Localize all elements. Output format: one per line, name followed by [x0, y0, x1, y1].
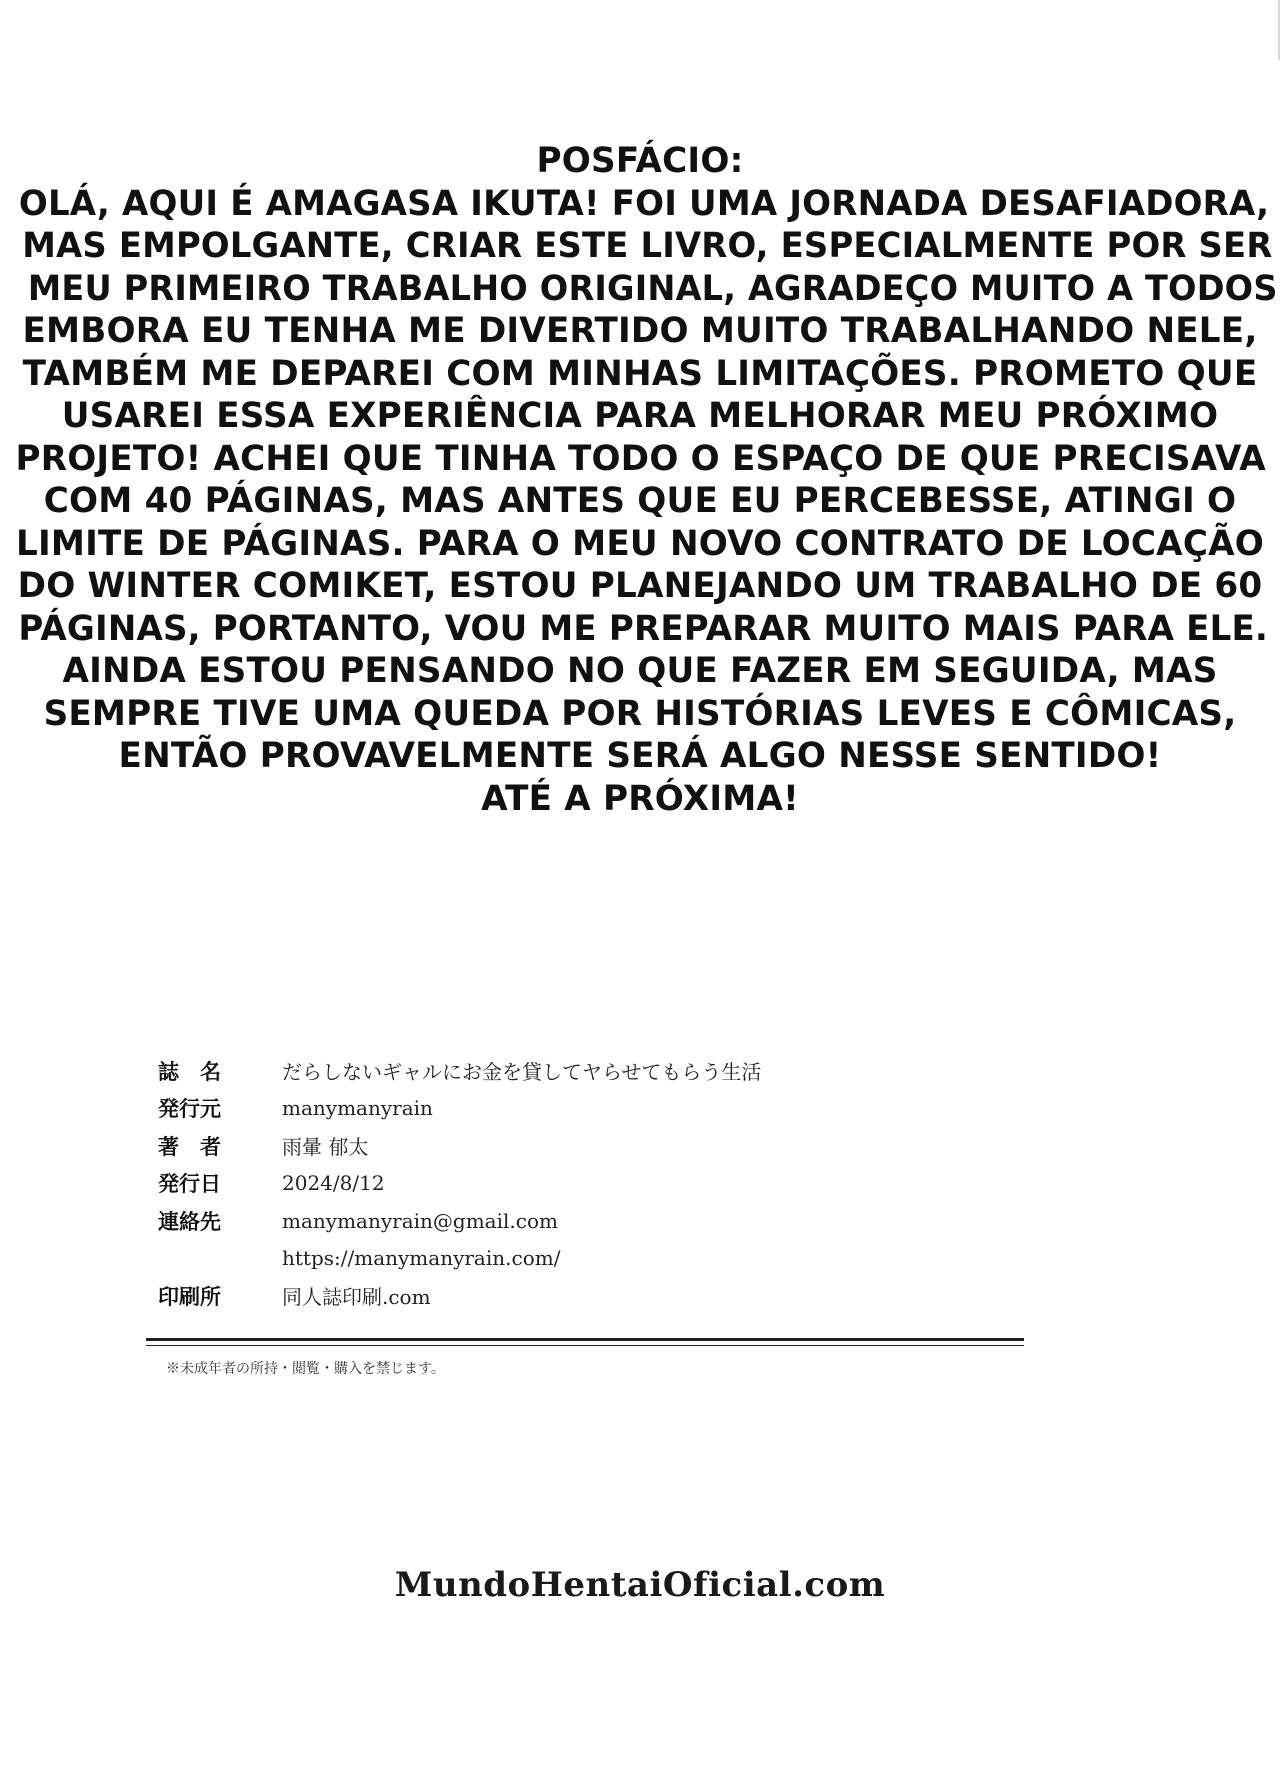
- afterword-line: AINDA ESTOU PENSANDO NO QUE FAZER EM SEGUIDA, MAS: [62, 651, 1218, 691]
- afterword-line: OLÁ, AQUI É AMAGASA IKUTA! FOI UMA JORNADA DESAFIADORA,: [18, 183, 1270, 224]
- colophon-value-publisher: manymanyrain: [282, 1096, 433, 1121]
- colophon-divider-thick: [146, 1338, 1024, 1341]
- afterword-line: COM 40 PÁGINAS, MAS ANTES QUE EU PERCEBESSE, ATINGI O: [43, 481, 1237, 521]
- afterword-line: ENTÃO PROVAVELMENTE SERÁ ALGO NESSE SENTIDO!: [118, 736, 1162, 776]
- colophon-row-website: [158, 1240, 761, 1278]
- colophon-label: 著 者: [158, 1134, 221, 1159]
- colophon-label-empty: [158, 1240, 282, 1278]
- afterword-text: [0, 140, 1280, 820]
- age-restriction-notice: ※未成年者の所持・閲覧・購入を禁じます。: [166, 1361, 445, 1377]
- afterword-line: PÁGINAS, PORTANTO, VOU ME PREPARAR MUITO MAIS PARA ELE.: [18, 608, 1268, 649]
- colophon-row-date: [158, 1165, 761, 1203]
- colophon-row-title: [158, 1052, 761, 1090]
- afterword-line: SEMPRE TIVE UMA QUEDA POR HISTÓRIAS LEVES E CÔMICAS,: [43, 693, 1237, 734]
- colophon-label: 発行日: [158, 1172, 221, 1197]
- colophon-row-printer: [158, 1277, 761, 1315]
- colophon-label: 印刷所: [158, 1284, 221, 1309]
- afterword-heading: POSFÁCIO:: [536, 141, 744, 181]
- colophon-label: 発行元: [158, 1097, 221, 1122]
- colophon-value-printer: 同人誌印刷.com: [282, 1285, 431, 1310]
- colophon-row-author: [158, 1127, 761, 1165]
- colophon-table: [158, 1052, 761, 1315]
- afterword-line: MAS EMPOLGANTE, CRIAR ESTE LIVRO, ESPECIALMENTE POR SER: [22, 226, 1273, 266]
- colophon-value-date: 2024/8/12: [282, 1171, 385, 1196]
- colophon: [158, 1052, 1028, 1315]
- afterword-line: MEU PRIMEIRO TRABALHO ORIGINAL, AGRADEÇO MUITO A TODOS: [27, 268, 1278, 309]
- colophon-value-email: manymanyrain@gmail.com: [282, 1208, 558, 1233]
- afterword-line: USAREI ESSA EXPERIÊNCIA PARA MELHORAR MEU PRÓXIMO: [61, 396, 1219, 436]
- colophon-divider-thin: [146, 1345, 1024, 1346]
- afterword-line: LIMITE DE PÁGINAS. PARA O MEU NOVO CONTRATO DE LOCAÇÃO: [15, 523, 1265, 564]
- colophon-row-publisher: [158, 1090, 761, 1128]
- colophon-value-author: 雨暈 郁太: [282, 1135, 369, 1160]
- watermark-text: MundoHentaiOficial.com: [394, 1565, 886, 1605]
- afterword-line: DO WINTER COMIKET, ESTOU PLANEJANDO UM TRABALHO DE 60: [17, 566, 1263, 606]
- colophon-row-contact: [158, 1202, 761, 1240]
- afterword-closing: ATÉ A PRÓXIMA!: [481, 778, 799, 819]
- afterword-line: EMBORA EU TENHA ME DIVERTIDO MUITO TRABALHANDO NELE,: [22, 311, 1258, 351]
- colophon-value-website: https://manymanyrain.com/: [282, 1246, 561, 1271]
- afterword-line: PROJETO! ACHEI QUE TINHA TODO O ESPAÇO DE QUE PRECISAVA: [15, 438, 1266, 479]
- afterword-line: TAMBÉM ME DEPAREI COM MINHAS LIMITAÇÕES. PROMETO QUE: [22, 353, 1258, 394]
- colophon-label: 連絡先: [158, 1209, 221, 1234]
- colophon-label: 誌 名: [158, 1059, 221, 1084]
- colophon-value-title: だらしないギャルにお金を貸してヤらせてもらう生活: [282, 1060, 762, 1085]
